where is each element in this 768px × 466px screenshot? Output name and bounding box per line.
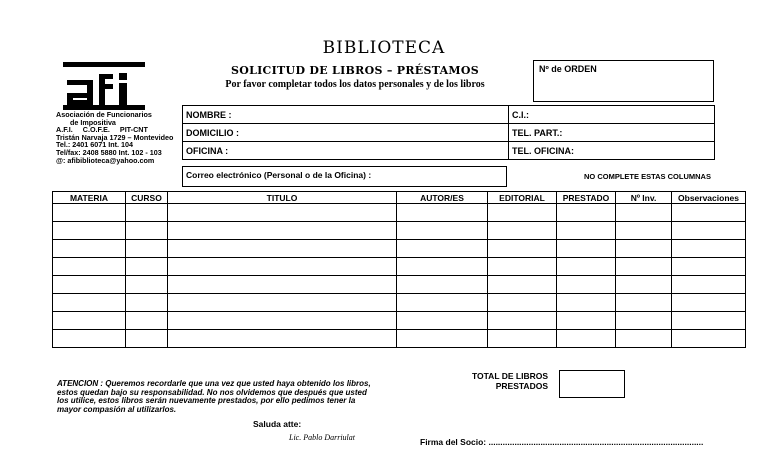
- table-cell[interactable]: [557, 276, 616, 294]
- org-line: A.F.I. C.O.F.E. PIT-CNT: [56, 125, 148, 135]
- table-cell[interactable]: [126, 222, 168, 240]
- ci-field[interactable]: [509, 106, 715, 124]
- col-header-titulo: TITULO: [168, 192, 397, 204]
- org-line: Tel.: 2401 6071 Int. 104: [56, 140, 133, 150]
- table-cell[interactable]: [397, 276, 488, 294]
- attention-note: ATENCION : Queremos recordarle que una vez que usted haya obtenido los libros, estos quedan bajo su responsabilidad. No nos olvidemos que después que usted los utilice, estos libros serán nuevamente prestados, por ello pedimos tener la mayor compasión al utilizarlos.: [57, 379, 371, 414]
- table-cell[interactable]: [488, 240, 557, 258]
- table-cell[interactable]: [672, 312, 746, 330]
- table-cell[interactable]: [397, 222, 488, 240]
- table-cell[interactable]: [126, 240, 168, 258]
- salutation: Saluda atte:: [253, 419, 302, 429]
- table-cell[interactable]: [53, 312, 126, 330]
- ci-label: C.I.:: [512, 109, 529, 120]
- col-header-curso: CURSO: [126, 192, 168, 204]
- table-cell[interactable]: [126, 294, 168, 312]
- table-cell[interactable]: [557, 258, 616, 276]
- no-complete-note: NO COMPLETE ESTAS COLUMNAS: [584, 172, 711, 181]
- table-row: [53, 312, 746, 330]
- table-cell[interactable]: [397, 294, 488, 312]
- table-cell[interactable]: [557, 294, 616, 312]
- nombre-field[interactable]: [183, 106, 509, 124]
- table-cell[interactable]: [616, 312, 672, 330]
- table-cell[interactable]: [126, 330, 168, 348]
- total-label-line2: PRESTADOS: [495, 380, 548, 391]
- tel-oficina-label: TEL. OFICINA:: [512, 145, 574, 156]
- table-cell[interactable]: [557, 204, 616, 222]
- org-line: Tel/fax: 2408 5880 Int. 102 - 103: [56, 147, 162, 157]
- table-cell[interactable]: [616, 222, 672, 240]
- col-header-editorial: EDITORIAL: [488, 192, 557, 204]
- table-cell[interactable]: [616, 330, 672, 348]
- table-cell[interactable]: [488, 222, 557, 240]
- org-line: Asociación de Funcionarios: [56, 110, 152, 119]
- books-table: [52, 191, 746, 348]
- table-cell[interactable]: [126, 204, 168, 222]
- oficina-label: OFICINA :: [186, 145, 229, 156]
- table-cell[interactable]: [53, 330, 126, 348]
- table-cell[interactable]: [168, 276, 397, 294]
- table-cell[interactable]: [168, 204, 397, 222]
- table-cell[interactable]: [53, 222, 126, 240]
- table-cell[interactable]: [168, 258, 397, 276]
- table-cell[interactable]: [488, 294, 557, 312]
- table-cell[interactable]: [672, 294, 746, 312]
- table-row: [53, 330, 746, 348]
- page-title: BIBLIOTECA: [322, 38, 446, 58]
- table-cell[interactable]: [53, 276, 126, 294]
- org-line: Tristán Narvaja 1729 – Montevideo: [56, 132, 174, 142]
- table-cell[interactable]: [126, 258, 168, 276]
- table-cell[interactable]: [488, 258, 557, 276]
- personal-info-table: [182, 105, 715, 160]
- table-row: [53, 294, 746, 312]
- order-number-box[interactable]: [533, 60, 714, 102]
- table-cell[interactable]: [53, 204, 126, 222]
- table-row: [53, 240, 746, 258]
- table-cell[interactable]: [672, 258, 746, 276]
- table-cell[interactable]: [557, 222, 616, 240]
- table-cell[interactable]: [488, 330, 557, 348]
- table-cell[interactable]: [53, 258, 126, 276]
- total-books-label: [440, 372, 548, 391]
- form-instructions: Por favor completar todos los datos personales y de los libros: [225, 79, 485, 90]
- table-cell[interactable]: [397, 330, 488, 348]
- table-cell[interactable]: [168, 330, 397, 348]
- table-row: [53, 222, 746, 240]
- org-line: @: afibiblioteca@yahoo.com: [56, 155, 155, 165]
- total-label-line1: TOTAL DE LIBROS: [471, 371, 548, 381]
- table-cell[interactable]: [672, 330, 746, 348]
- table-cell[interactable]: [557, 240, 616, 258]
- col-header-ninv: Nº Inv.: [616, 192, 672, 204]
- col-header-materia: MATERIA: [53, 192, 126, 204]
- order-number-label: Nº de ORDEN: [539, 64, 597, 74]
- table-cell[interactable]: [488, 204, 557, 222]
- table-cell[interactable]: [488, 276, 557, 294]
- table-cell[interactable]: [53, 240, 126, 258]
- tel-oficina-field[interactable]: [509, 142, 715, 160]
- table-cell[interactable]: [616, 294, 672, 312]
- table-cell[interactable]: [53, 294, 126, 312]
- col-header-prestado: PRESTADO: [557, 192, 616, 204]
- tel-part-field[interactable]: [509, 124, 715, 142]
- col-header-observaciones: Observaciones: [672, 192, 746, 204]
- tel-part-label: TEL. PART.:: [512, 127, 563, 138]
- table-cell[interactable]: [616, 204, 672, 222]
- organization-info: [56, 111, 186, 164]
- table-cell[interactable]: [168, 240, 397, 258]
- table-row: [53, 276, 746, 294]
- oficina-field[interactable]: [183, 142, 509, 160]
- table-cell[interactable]: [616, 258, 672, 276]
- table-cell[interactable]: [488, 312, 557, 330]
- member-signature-line[interactable]: Firma del Socio: ...........................................................................................: [420, 437, 704, 447]
- table-cell[interactable]: [557, 312, 616, 330]
- table-cell[interactable]: [616, 240, 672, 258]
- nombre-label: NOMBRE :: [186, 109, 232, 120]
- table-row: [53, 258, 746, 276]
- table-cell[interactable]: [168, 312, 397, 330]
- table-cell[interactable]: [397, 240, 488, 258]
- table-header-row: [53, 192, 746, 204]
- table-cell[interactable]: [168, 222, 397, 240]
- email-field[interactable]: [182, 166, 507, 187]
- table-row: [53, 204, 746, 222]
- table-cell[interactable]: [397, 312, 488, 330]
- table-cell[interactable]: [672, 204, 746, 222]
- table-cell[interactable]: [397, 258, 488, 276]
- table-cell[interactable]: [616, 276, 672, 294]
- email-label: Correo electrónico (Personal o de la Oficina) :: [186, 170, 372, 180]
- form-subtitle: SOLICITUD DE LIBROS – PRÉSTAMOS: [230, 64, 480, 77]
- table-cell[interactable]: [672, 222, 746, 240]
- domicilio-field[interactable]: [183, 124, 509, 142]
- table-cell[interactable]: [168, 294, 397, 312]
- domicilio-label: DOMICILIO :: [186, 127, 239, 138]
- signatory-name: Lic. Pablo Darriulat: [289, 433, 356, 442]
- org-line: de Impositiva: [70, 117, 116, 127]
- table-cell[interactable]: [672, 276, 746, 294]
- col-header-autores: AUTOR/ES: [397, 192, 488, 204]
- table-cell[interactable]: [126, 276, 168, 294]
- afi-logo: [63, 62, 145, 110]
- table-cell[interactable]: [672, 240, 746, 258]
- table-cell[interactable]: [126, 312, 168, 330]
- table-cell[interactable]: [397, 204, 488, 222]
- total-books-box[interactable]: [559, 370, 625, 398]
- table-cell[interactable]: [557, 330, 616, 348]
